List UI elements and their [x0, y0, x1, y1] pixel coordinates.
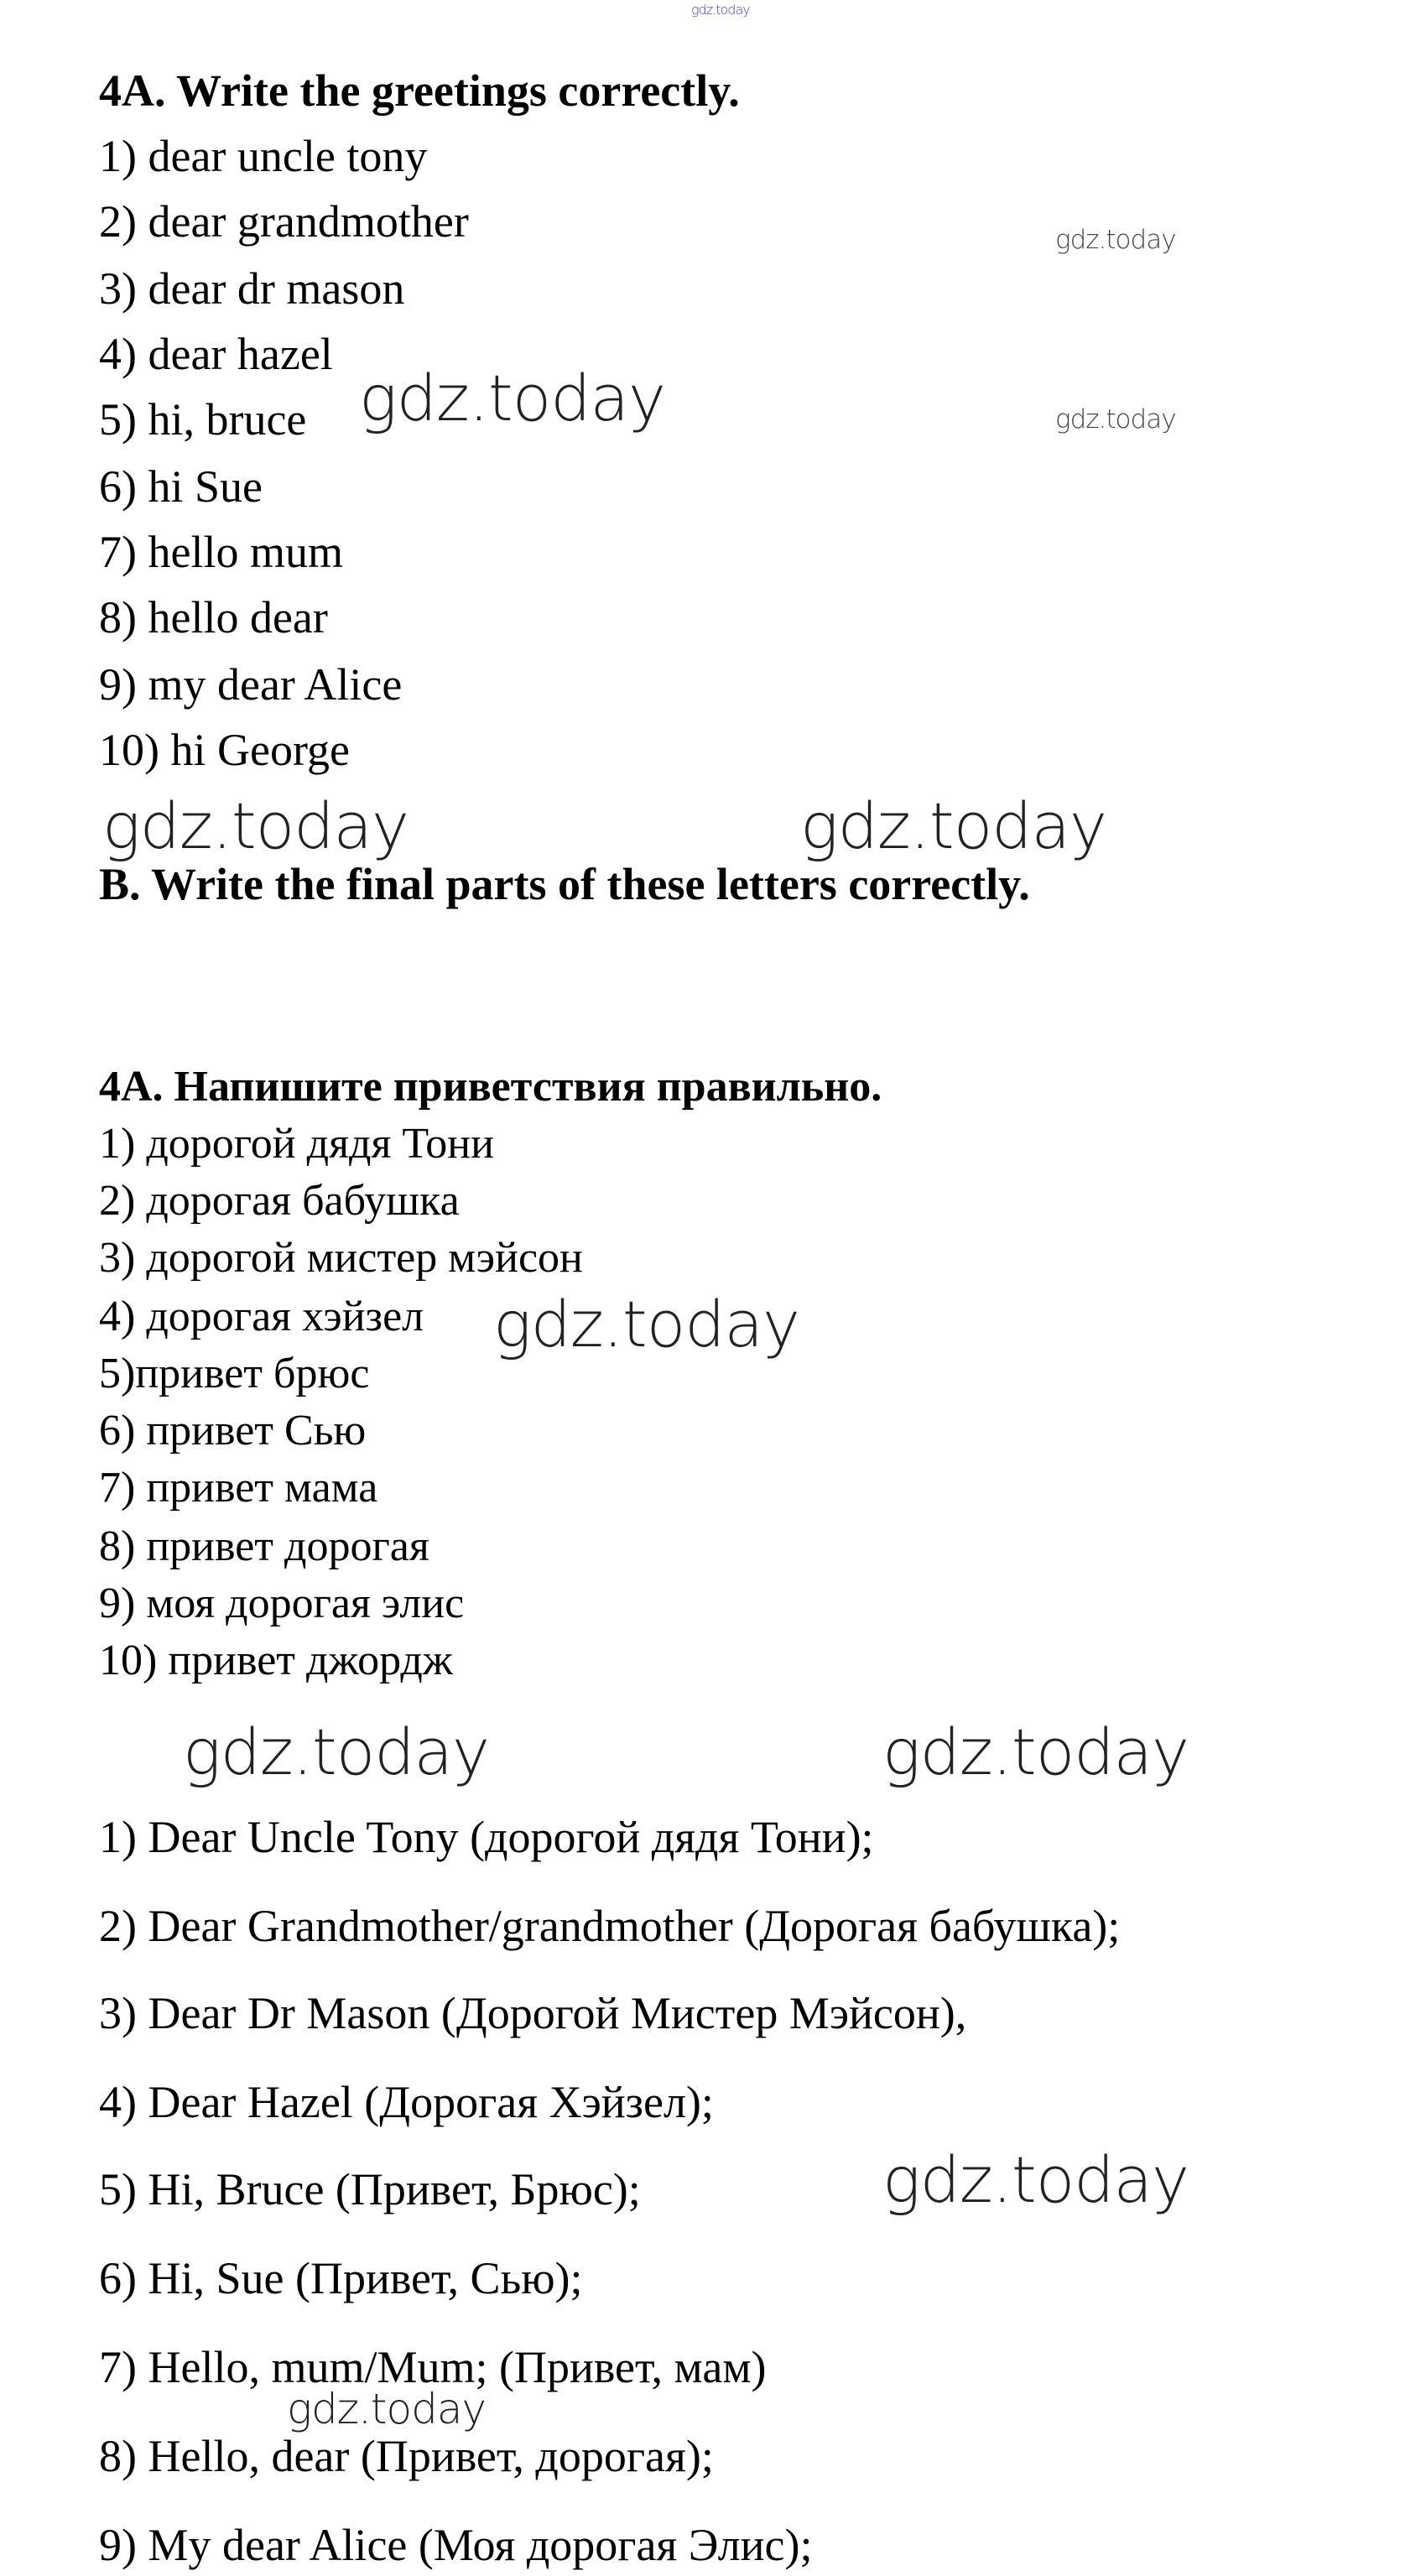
watermark: gdz.today	[882, 2142, 1189, 2217]
watermark-top[interactable]: gdz.today	[691, 2, 750, 18]
answer-item: 5) Hi, Bruce (Привет, Брюс);	[99, 2164, 641, 2214]
answer-item: 2) Dear Grandmother/grandmother (Дорогая бабушка);	[99, 1901, 1121, 1951]
list-item: 4) dear hazel	[99, 329, 333, 379]
list-item: 1) dear uncle tony	[99, 131, 428, 181]
list-item: 5) hi, bruce	[99, 394, 307, 445]
answer-item: 1) Dear Uncle Tony (дорогой дядя Тони);	[99, 1812, 874, 1862]
list-item: 10) привет джордж	[99, 1637, 453, 1684]
watermark: gdz.today	[1055, 404, 1176, 435]
list-item: 3) dear dr mason	[99, 263, 405, 314]
list-item: 7) привет мама	[99, 1464, 378, 1512]
list-item: 5)привет брюс	[99, 1350, 370, 1397]
answer-item: 9) My dear Alice (Моя дорогая Элис);	[99, 2520, 813, 2570]
answer-item: 4) Dear Hazel (Дорогая Хэйзел);	[99, 2077, 714, 2127]
watermark: gdz.today	[882, 1715, 1189, 1789]
answer-item: 6) Hi, Sue (Привет, Сью);	[99, 2253, 583, 2303]
list-item: 8) привет дорогая	[99, 1522, 429, 1570]
list-item: 8) hello dear	[99, 592, 328, 643]
heading-4a-english: 4A. Write the greetings correctly.	[99, 65, 740, 116]
list-item: 6) привет Сью	[99, 1407, 367, 1455]
watermark: gdz.today	[493, 1287, 799, 1361]
watermark: gdz.today	[102, 788, 409, 863]
list-item: 1) дорогой дядя Тони	[99, 1120, 494, 1168]
answer-item: 3) Dear Dr Mason (Дорогой Мистер Мэйсон),	[99, 1988, 967, 2038]
list-item: 9) my dear Alice	[99, 659, 403, 710]
answer-item: 8) Hello, dear (Привет, дорогая);	[99, 2431, 714, 2481]
list-item: 6) hi Sue	[99, 461, 263, 512]
list-item: 3) дорогой мистер мэйсон	[99, 1234, 583, 1282]
list-item: 7) hello mum	[99, 527, 343, 577]
watermark: gdz.today	[1055, 225, 1176, 255]
answer-item: 7) Hello, mum/Mum; (Привет, мам)	[99, 2342, 767, 2392]
watermark: gdz.today	[287, 2385, 487, 2433]
watermark: gdz.today	[359, 361, 665, 435]
watermark: gdz.today	[183, 1715, 489, 1789]
watermark: gdz.today	[800, 788, 1106, 863]
list-item: 9) моя дорогая элис	[99, 1579, 465, 1627]
list-item: 2) дорогая бабушка	[99, 1177, 460, 1225]
list-item: 10) hi George	[99, 725, 350, 775]
heading-4a-russian: 4А. Напишите приветствия правильно.	[99, 1063, 882, 1111]
list-item: 2) dear grandmother	[99, 196, 469, 247]
heading-b-english: B. Write the final parts of these letters correctly.	[99, 859, 1030, 909]
list-item: 4) дорогая хэйзел	[99, 1293, 424, 1340]
